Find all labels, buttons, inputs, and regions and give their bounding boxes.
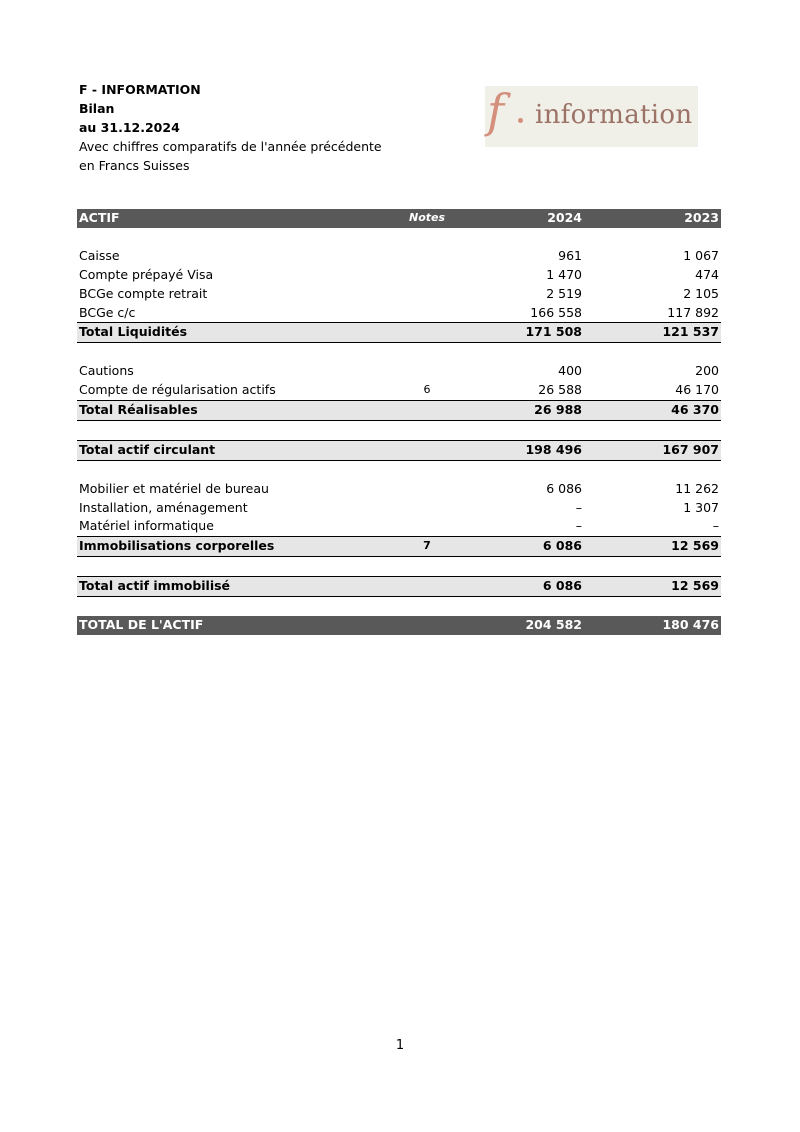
row-value-2024: 166 558: [530, 304, 582, 320]
total-row: [77, 440, 721, 460]
row-note: [377, 440, 477, 460]
table-row: [77, 266, 721, 285]
row-note: [377, 266, 477, 285]
row-note: [377, 401, 477, 421]
row-note: [377, 362, 477, 381]
total-value-2024: 26 988: [477, 401, 584, 421]
spacer-row: [77, 597, 721, 616]
row-label: Compte de régularisation actifs: [79, 382, 276, 398]
subtitle-comparatives: Avec chiffres comparatifs de l'année précédente: [79, 139, 382, 154]
row-note: [377, 247, 477, 266]
table-row: [77, 480, 721, 499]
table-row: [77, 247, 721, 266]
row-note: [377, 285, 477, 304]
total-value-2023: 12 569: [584, 537, 721, 557]
row-value-2023: –: [712, 518, 719, 534]
row-value-2023: 11 262: [675, 480, 719, 496]
row-note: [377, 323, 477, 343]
total-row: [77, 537, 721, 557]
total-label: Immobilisations corporelles: [77, 537, 377, 557]
total-label: Total actif circulant: [77, 440, 377, 460]
row-note: [377, 304, 477, 323]
row-label: Caisse: [79, 247, 120, 263]
header-notes: Notes: [377, 209, 477, 228]
row-value-2023: 1 067: [683, 247, 719, 263]
logo-letter: f: [487, 84, 505, 138]
row-label: BCGe compte retrait: [79, 285, 208, 301]
grand-total-row: [77, 616, 721, 635]
total-value-2024: 6 086: [477, 537, 584, 557]
document-header: [79, 80, 382, 175]
f-information-logo: [485, 86, 698, 147]
row-label: Cautions: [79, 363, 134, 379]
row-value-2024: 400: [558, 363, 582, 379]
row-value-2023: 200: [695, 363, 719, 379]
total-value-2024: 198 496: [477, 440, 584, 460]
row-label: BCGe c/c: [79, 304, 136, 320]
subtitle-currency: en Francs Suisses: [79, 158, 190, 173]
table-row: [77, 362, 721, 381]
total-value-2024: 171 508: [477, 323, 584, 343]
total-label: Total Réalisables: [77, 401, 377, 421]
row-value-2024: –: [575, 518, 582, 534]
total-value-2023: 121 537: [584, 323, 721, 343]
page-number: 1: [395, 1038, 405, 1053]
row-value-2024: 2 519: [546, 285, 582, 301]
total-row: [77, 323, 721, 343]
total-value-2023: 12 569: [584, 577, 721, 597]
row-note: [377, 517, 477, 536]
row-note: [377, 577, 477, 597]
row-label: Matériel informatique: [79, 518, 214, 534]
table-row: [77, 381, 721, 400]
total-value-2023: 46 370: [584, 401, 721, 421]
row-value-2024: –: [575, 499, 582, 515]
header-year-current: 2024: [477, 209, 584, 228]
header-year-previous: 2023: [584, 209, 721, 228]
organization-name: F - INFORMATION: [79, 82, 201, 97]
table-row: [77, 499, 721, 518]
row-value-2024: 6 086: [546, 480, 582, 496]
total-label: Total Liquidités: [77, 323, 377, 343]
row-value-2023: 1 307: [683, 499, 719, 515]
row-label: Compte prépayé Visa: [79, 266, 214, 282]
spacer-row: [77, 228, 721, 247]
table-row: [77, 304, 721, 323]
spacer-row: [77, 343, 721, 362]
row-value-2023: 2 105: [683, 285, 719, 301]
total-value-2024: 6 086: [477, 577, 584, 597]
total-value-2023: 167 907: [584, 440, 721, 460]
row-value-2023: 474: [695, 266, 719, 282]
spacer-row: [77, 557, 721, 577]
row-value-2024: 1 470: [546, 266, 582, 282]
total-label: Total actif immobilisé: [77, 577, 377, 597]
row-label: Installation, aménagement: [79, 499, 248, 515]
row-note: 6: [423, 383, 431, 397]
row-value-2023: 117 892: [667, 304, 719, 320]
row-note: 7: [377, 537, 477, 557]
row-note: [377, 480, 477, 499]
row-note: [377, 499, 477, 518]
logo-dot: [518, 118, 523, 123]
header-label: ACTIF: [77, 209, 377, 228]
document-date: au 31.12.2024: [79, 120, 180, 135]
row-value-2023: 46 170: [675, 382, 719, 398]
total-row: [77, 401, 721, 421]
spacer-row: [77, 420, 721, 440]
table-row: [77, 285, 721, 304]
grand-total-2024: 204 582: [477, 616, 584, 635]
row-value-2024: 961: [558, 247, 582, 263]
row-value-2024: 26 588: [538, 382, 582, 398]
table-row: [77, 517, 721, 536]
row-label: Mobilier et matériel de bureau: [79, 480, 269, 496]
logo-word: information: [535, 100, 693, 130]
row-note: [377, 616, 477, 635]
table-header-row: [77, 209, 721, 228]
document-title: Bilan: [79, 101, 115, 116]
balance-sheet-table: [77, 209, 721, 635]
spacer-row: [77, 460, 721, 479]
grand-total-2023: 180 476: [584, 616, 721, 635]
total-row: [77, 577, 721, 597]
grand-total-label: TOTAL DE L'ACTIF: [77, 616, 377, 635]
